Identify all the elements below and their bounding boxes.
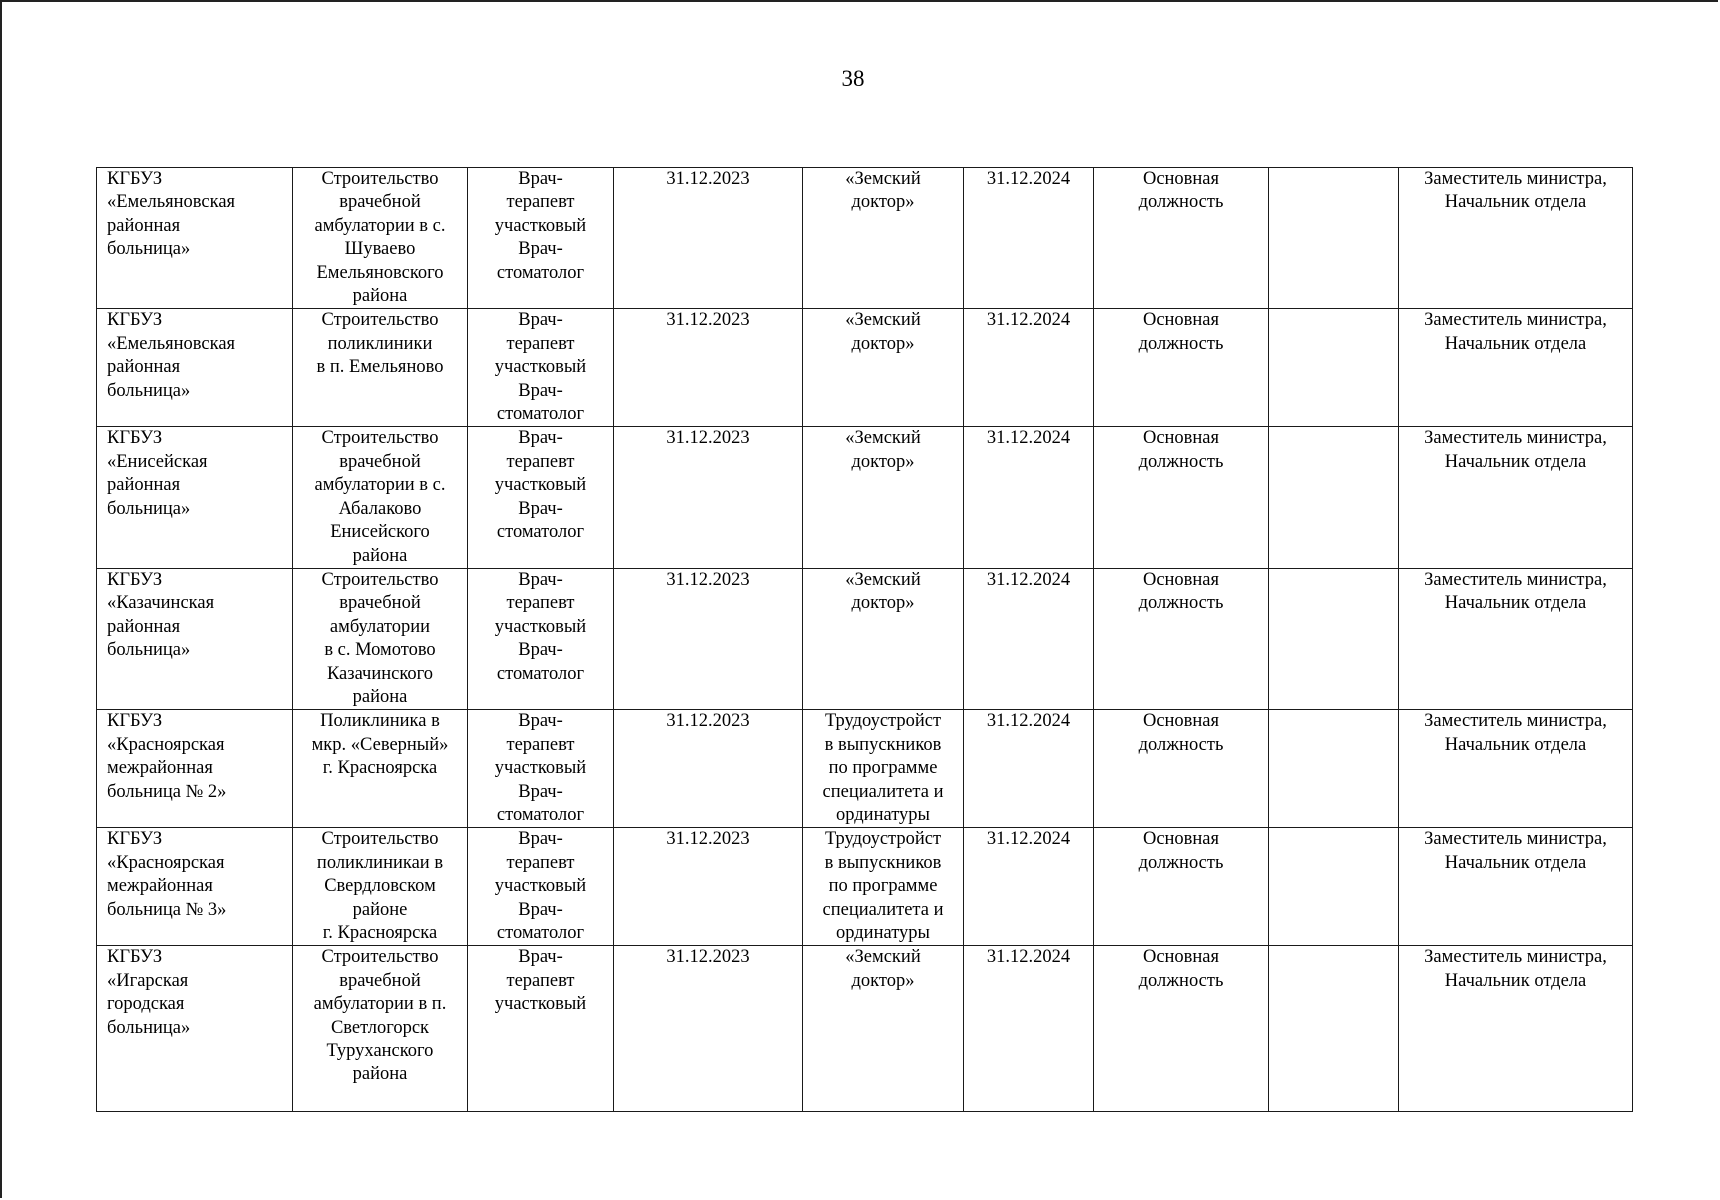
employment-cell: Основная должность	[1094, 427, 1269, 568]
date-from-cell: 31.12.2023	[614, 710, 803, 828]
object-cell: Строительство врачебной амбулатории в с. Абалаково Енисейского района	[293, 427, 468, 568]
table-row	[97, 828, 1633, 946]
extra-cell	[1269, 828, 1399, 946]
object-cell: Строительство поликлиникаи в Свердловском районе г. Красноярска	[293, 828, 468, 946]
program-cell: «Земский доктор»	[803, 309, 964, 427]
page-number: 38	[841, 66, 865, 91]
object-cell: Строительство врачебной амбулатории в с. Момотово Казачинского района	[293, 568, 468, 709]
institution-cell: КГБУЗ «Игарская городская больница»	[97, 946, 293, 1112]
responsible-cell: Заместитель министра, Начальник отдела	[1399, 427, 1633, 568]
date-to-cell: 31.12.2024	[964, 710, 1094, 828]
date-to-cell: 31.12.2024	[964, 168, 1094, 309]
extra-cell	[1269, 568, 1399, 709]
program-cell: Трудоустройст в выпускников по программе специалитета и ординатуры	[803, 828, 964, 946]
responsible-cell: Заместитель министра, Начальник отдела	[1399, 828, 1633, 946]
date-from-cell: 31.12.2023	[614, 828, 803, 946]
program-cell: Трудоустройст в выпускников по программе специалитета и ординатуры	[803, 710, 964, 828]
position-cell: Врач- терапевт участковый Врач- стоматолог	[468, 568, 614, 709]
position-cell: Врач- терапевт участковый Врач- стоматолог	[468, 427, 614, 568]
table-row	[97, 309, 1633, 427]
object-cell: Строительство врачебной амбулатории в с. Шуваево Емельяновского района	[293, 168, 468, 309]
table-row	[97, 710, 1633, 828]
date-from-cell: 31.12.2023	[614, 427, 803, 568]
date-from-cell: 31.12.2023	[614, 168, 803, 309]
extra-cell	[1269, 168, 1399, 309]
date-from-cell: 31.12.2023	[614, 568, 803, 709]
position-cell: Врач- терапевт участковый	[468, 946, 614, 1112]
program-cell: «Земский доктор»	[803, 168, 964, 309]
employment-cell: Основная должность	[1094, 168, 1269, 309]
program-cell: «Земский доктор»	[803, 427, 964, 568]
object-cell: Строительство поликлиники в п. Емельяново	[293, 309, 468, 427]
employment-cell: Основная должность	[1094, 568, 1269, 709]
employment-cell: Основная должность	[1094, 710, 1269, 828]
program-cell: «Земский доктор»	[803, 946, 964, 1112]
extra-cell	[1269, 710, 1399, 828]
object-cell: Поликлиника в мкр. «Северный» г. Красноярска	[293, 710, 468, 828]
position-cell: Врач- терапевт участковый Врач- стоматолог	[468, 828, 614, 946]
extra-cell	[1269, 946, 1399, 1112]
staffing-table	[96, 167, 1633, 1112]
date-to-cell: 31.12.2024	[964, 427, 1094, 568]
date-from-cell: 31.12.2023	[614, 309, 803, 427]
date-to-cell: 31.12.2024	[964, 568, 1094, 709]
extra-cell	[1269, 427, 1399, 568]
table-row	[97, 568, 1633, 709]
program-cell: «Земский доктор»	[803, 568, 964, 709]
date-to-cell: 31.12.2024	[964, 946, 1094, 1112]
employment-cell: Основная должность	[1094, 309, 1269, 427]
institution-cell: КГБУЗ «Емельяновская районная больница»	[97, 309, 293, 427]
date-from-cell: 31.12.2023	[614, 946, 803, 1112]
extra-cell	[1269, 309, 1399, 427]
date-to-cell: 31.12.2024	[964, 309, 1094, 427]
table-row	[97, 946, 1633, 1112]
institution-cell: КГБУЗ «Красноярская межрайонная больница № 3»	[97, 828, 293, 946]
responsible-cell: Заместитель министра, Начальник отдела	[1399, 309, 1633, 427]
employment-cell: Основная должность	[1094, 828, 1269, 946]
position-cell: Врач- терапевт участковый Врач- стоматолог	[468, 168, 614, 309]
institution-cell: КГБУЗ «Емельяновская районная больница»	[97, 168, 293, 309]
responsible-cell: Заместитель министра, Начальник отдела	[1399, 710, 1633, 828]
employment-cell: Основная должность	[1094, 946, 1269, 1112]
position-cell: Врач- терапевт участковый Врач- стоматолог	[468, 710, 614, 828]
institution-cell: КГБУЗ «Казачинская районная больница»	[97, 568, 293, 709]
responsible-cell: Заместитель министра, Начальник отдела	[1399, 946, 1633, 1112]
responsible-cell: Заместитель министра, Начальник отдела	[1399, 168, 1633, 309]
position-cell: Врач- терапевт участковый Врач- стоматолог	[468, 309, 614, 427]
table-row	[97, 168, 1633, 309]
table-row	[97, 427, 1633, 568]
object-cell: Строительство врачебной амбулатории в п. Светлогорск Туруханского района	[293, 946, 468, 1112]
institution-cell: КГБУЗ «Красноярская межрайонная больница № 2»	[97, 710, 293, 828]
institution-cell: КГБУЗ «Енисейская районная больница»	[97, 427, 293, 568]
date-to-cell: 31.12.2024	[964, 828, 1094, 946]
responsible-cell: Заместитель министра, Начальник отдела	[1399, 568, 1633, 709]
